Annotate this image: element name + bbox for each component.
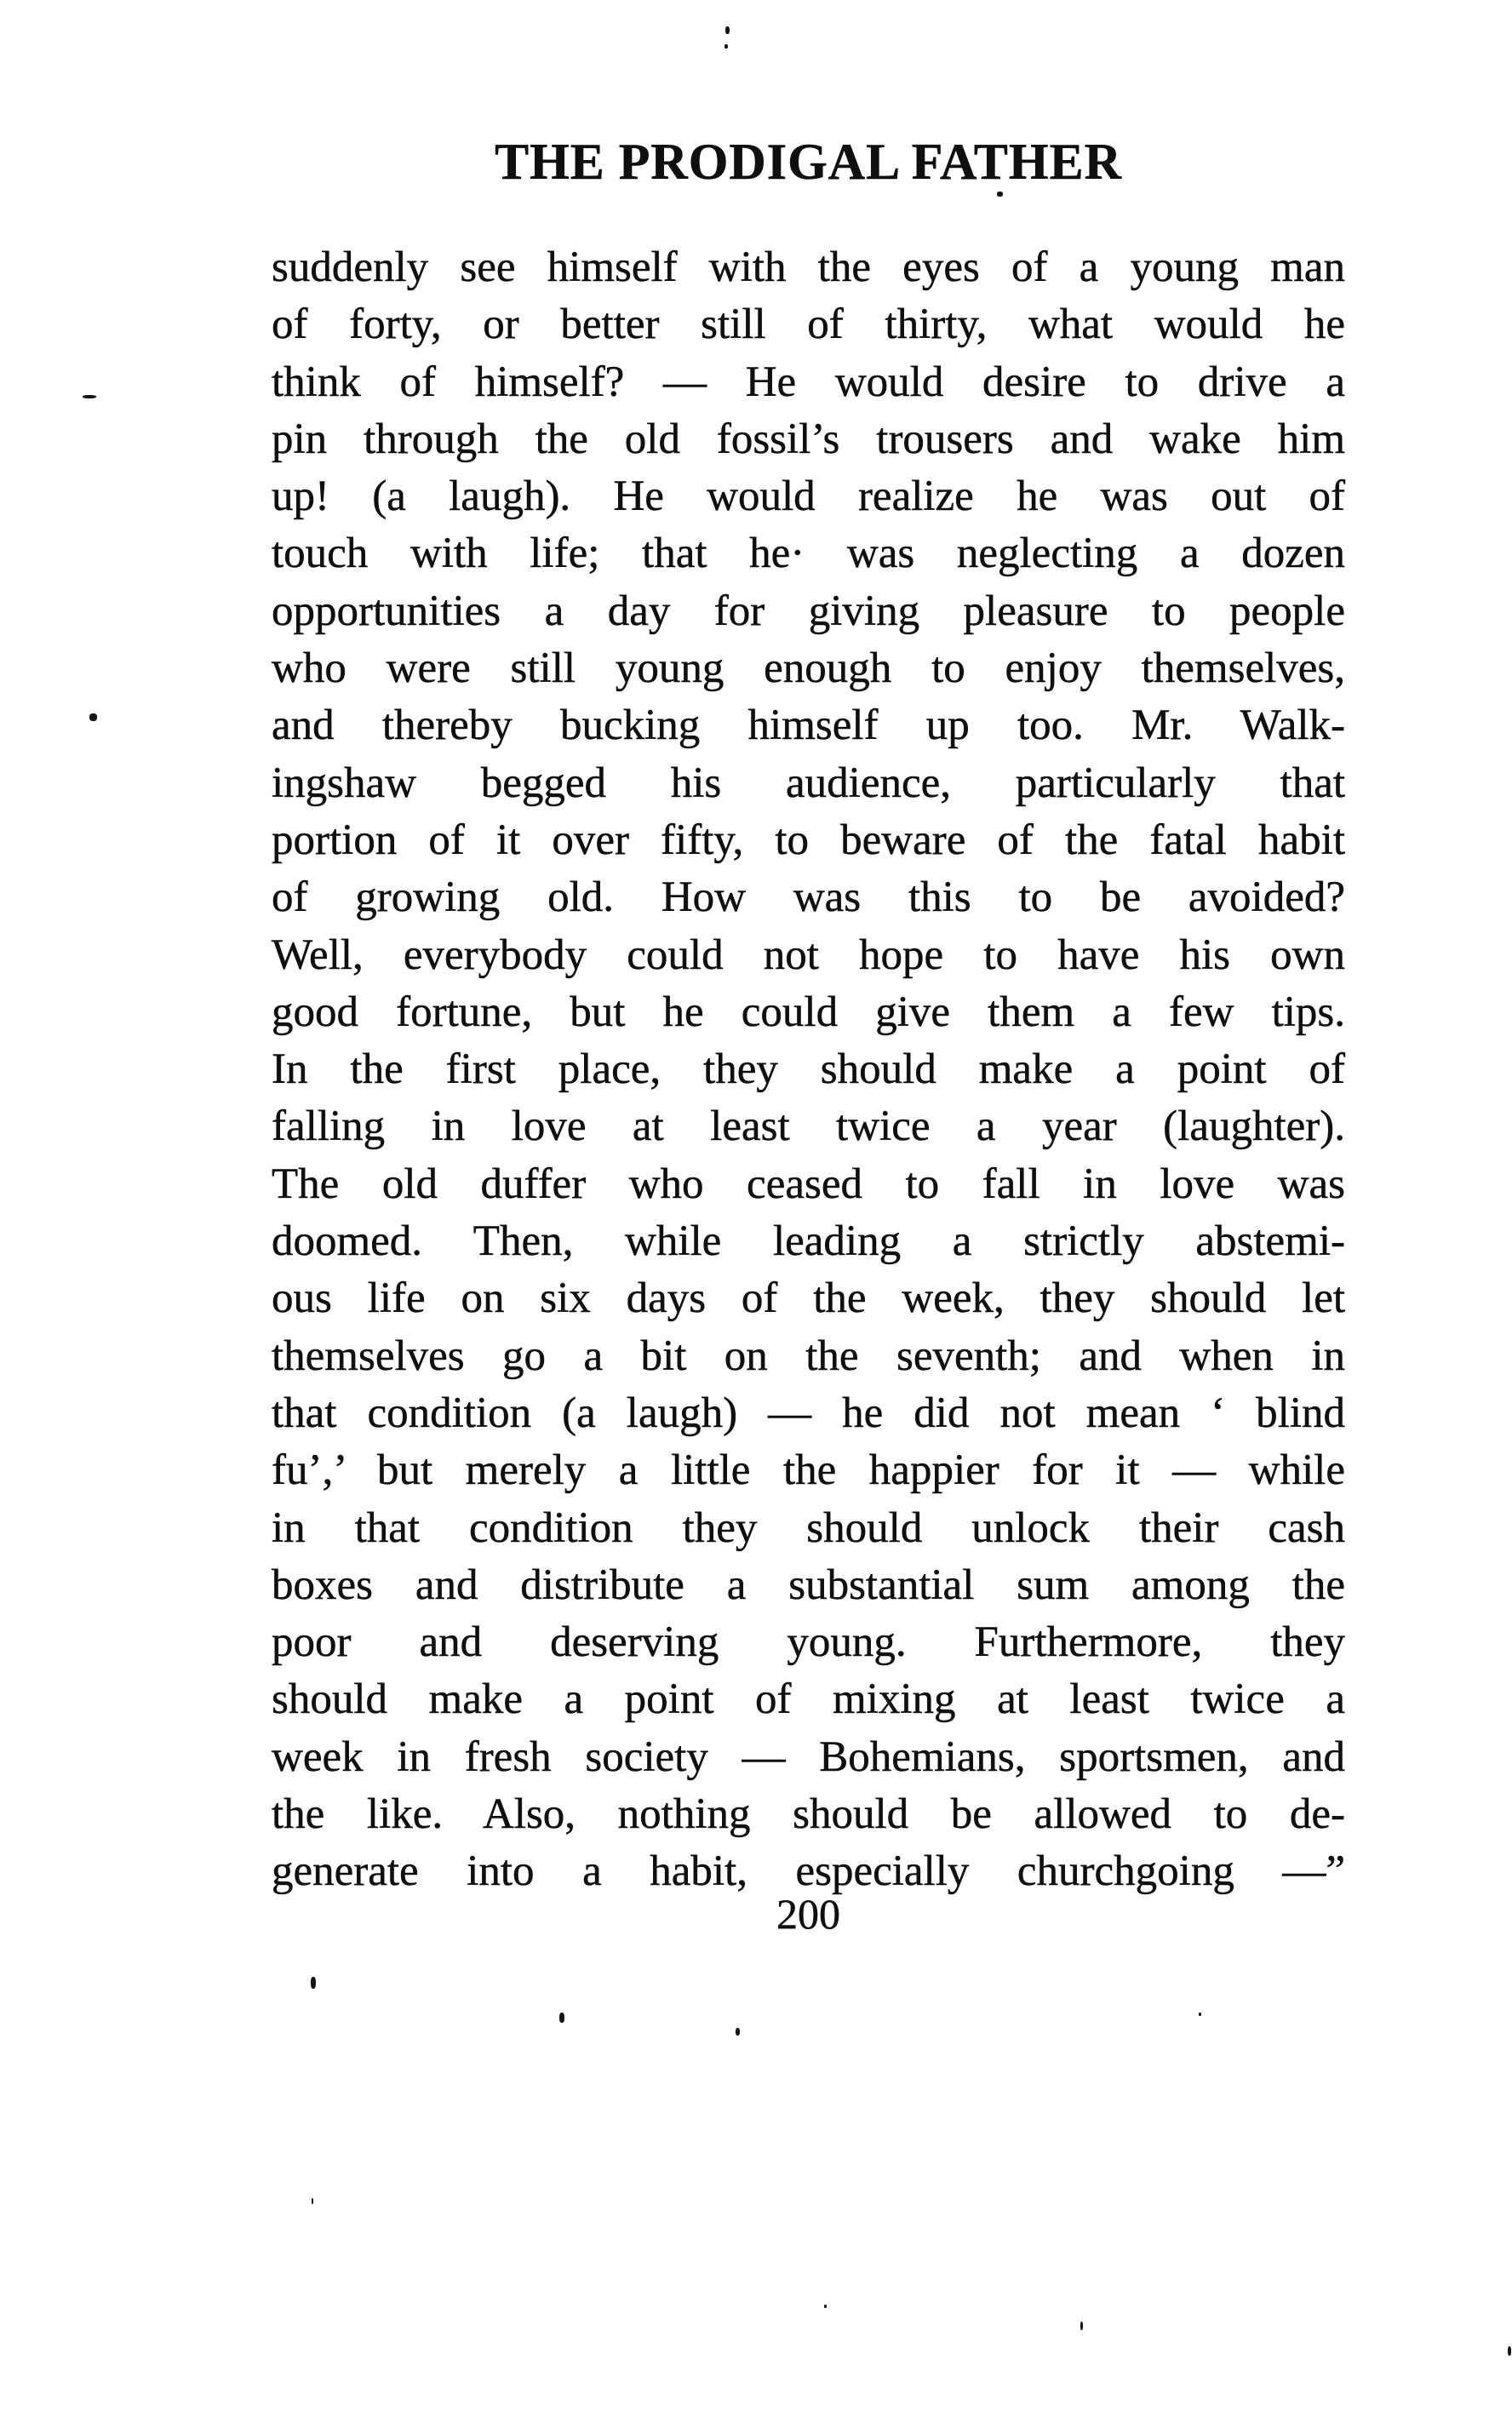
scan-speck — [824, 2305, 827, 2308]
body-text-line: think of himself? — He would desire to drive a — [272, 358, 1345, 406]
scan-speck — [89, 713, 97, 721]
body-text-line: portion of it over fifty, to beware of the fatal habit — [272, 816, 1345, 864]
body-text-line: and thereby bucking himself up too. Mr. Walk- — [272, 702, 1345, 750]
body-text-line: opportunities a day for giving pleasure to people — [272, 587, 1345, 635]
scan-speck — [1080, 2322, 1083, 2330]
body-text-line: pin through the old fossil’s trousers and wake him — [272, 415, 1345, 463]
scan-speck — [725, 26, 730, 34]
body-text-line: of growing old. How was this to be avoided? — [272, 873, 1345, 922]
body-text-line: week in fresh society — Bohemians, sportsmen, and — [272, 1732, 1345, 1781]
body-text-line: fu’,’ but merely a little the happier for it — while — [272, 1446, 1345, 1495]
scan-speck — [997, 192, 1003, 197]
body-text-line: in that condition they should unlock their cash — [272, 1503, 1345, 1552]
body-text-line: generate into a habit, especially churchgoing —” — [272, 1847, 1345, 1896]
body-text-line: Well, everybody could not hope to have his own — [272, 931, 1345, 979]
scan-speck — [736, 2028, 740, 2036]
scan-speck — [559, 2013, 564, 2023]
body-text-line: In the first place, they should make a point of — [272, 1045, 1345, 1094]
body-text-line: who were still young enough to enjoy themselves, — [272, 644, 1345, 693]
body-text-line: touch with life; that he· was neglecting a dozen — [272, 530, 1345, 578]
body-text-line: up! (a laugh). He would realize he was out of — [272, 472, 1345, 521]
page-title: THE PRODIGAL FATHER — [495, 134, 1122, 190]
body-text-line: poor and deserving young. Furthermore, they — [272, 1618, 1345, 1667]
scan-speck — [724, 44, 728, 49]
body-text-line: The old duffer who ceased to fall in love was — [272, 1160, 1345, 1208]
body-text-line: that condition (a laugh) — he did not mean ‘ blind — [272, 1389, 1345, 1437]
body-text-line: boxes and distribute a substantial sum among the — [272, 1561, 1345, 1609]
body-text-line: ingshaw begged his audience, particularly that — [272, 759, 1345, 807]
body-text — [272, 239, 1345, 1901]
page-number: 200 — [776, 1890, 840, 1938]
body-text-line: the like. Also, nothing should be allowed to de- — [272, 1790, 1345, 1839]
scan-speck — [312, 2198, 313, 2204]
body-text-line: suddenly see himself with the eyes of a young man — [272, 243, 1345, 291]
scan-speck — [83, 395, 96, 398]
body-text-line: good fortune, but he could give them a few tips. — [272, 988, 1345, 1036]
scan-speck — [311, 1977, 316, 1989]
body-text-line: falling in love at least twice a year (laughter). — [272, 1102, 1345, 1151]
body-text-line: ous life on six days of the week, they should let — [272, 1274, 1345, 1323]
scan-speck — [1199, 2013, 1201, 2016]
body-text-line: doomed. Then, while leading a strictly abstemi- — [272, 1217, 1345, 1266]
scan-speck — [1508, 2346, 1511, 2356]
body-text-line: themselves go a bit on the seventh; and when in — [272, 1331, 1345, 1380]
body-text-line: of forty, or better still of thirty, what would he — [272, 301, 1345, 349]
body-text-line: should make a point of mixing at least twice a — [272, 1675, 1345, 1724]
